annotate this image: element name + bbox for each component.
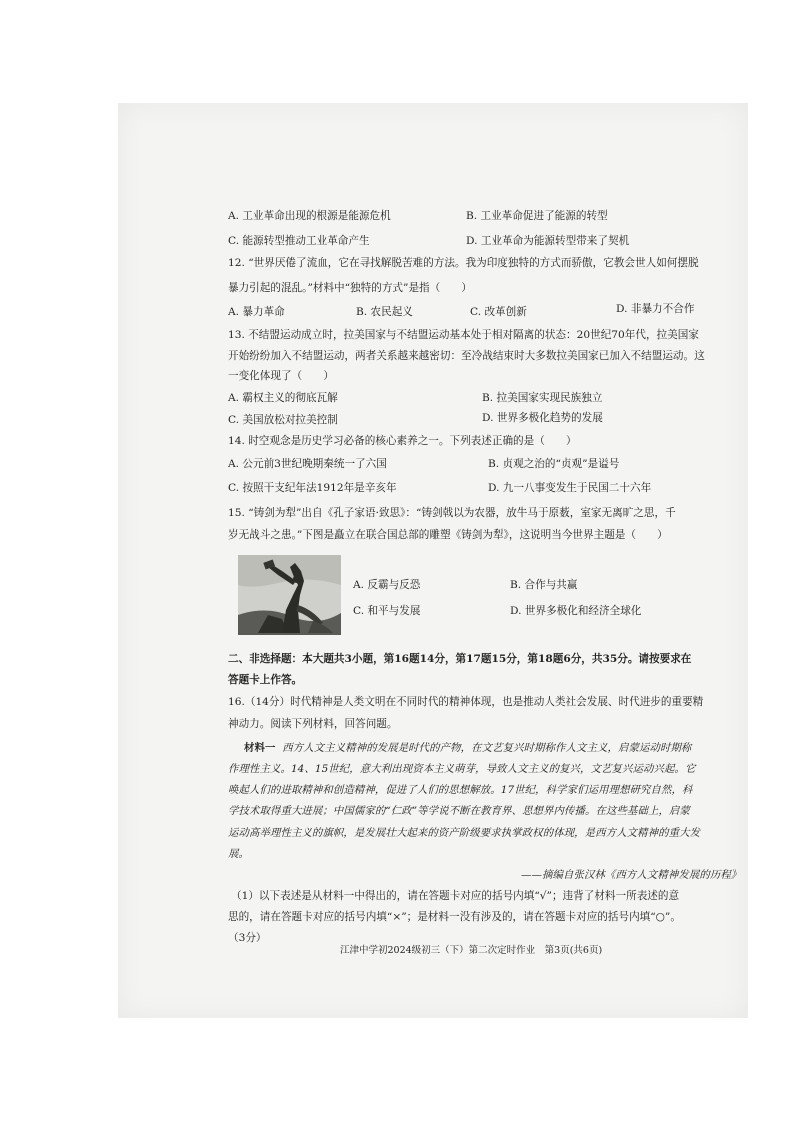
exam-sheet [118, 103, 748, 1018]
material-one-line4: 学技术取得重大进展；中国儒家的“仁政”等学说不断在教育界、思想界内传播。在这些基础上，启蒙 [228, 805, 690, 817]
q13-option-b: B. 拉美国家实现民族独立 [482, 392, 603, 404]
material-one-label: 材料一 [244, 742, 276, 754]
q14-option-c: C. 按照干支纪年法1912年是辛亥年 [228, 482, 397, 494]
q13-option-a: A. 霸权主义的彻底瓦解 [228, 392, 338, 404]
q16-sub1-line2: 思的，请在答题卡对应的括号内填“×”；是材料一没有涉及的，请在答题卡对应的括号内填“○”。 [228, 911, 681, 923]
material-one-text-1: 西方人文主义精神的发展是时代的产物，在文艺复兴时期称作人文主义，启蒙运动时期称 [282, 742, 692, 754]
q11-option-a: A. 工业革命出现的根源是能源危机 [228, 210, 391, 222]
material-one-line3: 唤起人们的进取精神和创造精神，促进了人们的思想解放。17世纪，科学家们运用理想研究自然，科 [228, 784, 693, 796]
q15-option-a: A. 反霸与反恐 [353, 579, 421, 591]
q12-stem-line2: 暴力引起的混乱。”材料中“独特的方式”是指（ ） [228, 282, 473, 294]
q16-stem-line2: 神动力。阅读下列材料，回答问题。 [228, 718, 398, 730]
section2-heading-line2: 答题卡上作答。 [228, 674, 303, 686]
sculpture-photo [238, 555, 341, 635]
q14-stem: 14. 时空观念是历史学习必备的核心素养之一。下列表述正确的是（ ） [228, 435, 577, 447]
q14-option-d: D. 九一八事变发生于民国二十六年 [488, 482, 652, 494]
q11-option-c: C. 能源转型推动工业革命产生 [228, 235, 370, 247]
section2-heading-line1: 二、非选择题：本大题共3小题，第16题14分，第17题15分，第18题6分，共35分。请按要求在 [228, 653, 692, 665]
q15-option-c: C. 和平与发展 [353, 605, 421, 617]
q13-stem-line3: 一变化体现了（ ） [228, 370, 334, 382]
q15-stem-line2: 岁无战斗之患。”下图是矗立在联合国总部的雕塑《铸剑为犁》，这说明当今世界主题是（ ） [228, 529, 668, 541]
material-one-line2: 作理性主义。14、15世纪，意大利出现资本主义萌芽，导致人文主义的复兴，文艺复兴运动兴起。它 [228, 763, 696, 775]
q14-option-a: A. 公元前3世纪晚期秦统一了六国 [228, 458, 387, 470]
q15-option-b: B. 合作与共赢 [510, 579, 578, 591]
q13-option-c: C. 美国放松对拉美控制 [228, 414, 338, 426]
q15-option-d: D. 世界多极化和经济全球化 [510, 605, 642, 617]
q13-option-d: D. 世界多极化趋势的发展 [482, 412, 603, 424]
q12-option-c: C. 改革创新 [470, 306, 527, 318]
material-one-line5: 运动高举理性主义的旗帜，是发展壮大起来的资产阶级要求执掌政权的体现，是西方人文精神的重大发 [228, 827, 701, 839]
q16-stem-line1: 16.（14分）时代精神是人类文明在不同时代的精神体现，也是推动人类社会发展、时代进步的重要精 [228, 696, 704, 708]
q12-option-b: B. 农民起义 [356, 306, 413, 318]
q16-sub1-line1: （1）以下表述是从材料一中得出的，请在答题卡对应的括号内填“√”；违背了材料一所表述的意 [231, 890, 680, 902]
q13-stem-line2: 开始纷纷加入不结盟运动，两者关系越来越密切：至冷战结束时大多数拉美国家已加入不结盟运动。这 [228, 350, 705, 362]
sculpture-image [238, 555, 341, 635]
q14-option-b: B. 贞观之治的“贞观”是谥号 [488, 458, 620, 470]
q15-stem-line1: 15. “铸剑为犁”出自《孔子家语·致思》：“铸剑戟以为农器，放牛马于原薮，室家无离旷之思，千 [228, 507, 676, 519]
q12-option-a: A. 暴力革命 [228, 306, 285, 318]
page-footer: 江津中学初2024级初三（下）第二次定时作业 第3页(共6页) [340, 945, 603, 956]
q11-option-d: D. 工业革命为能源转型带来了契机 [466, 235, 630, 247]
q12-stem-line1: 12. “世界厌倦了流血，它在寻找解脱苦难的方法。我为印度独特的方式而骄傲，它教会世人如何摆脱 [228, 257, 699, 269]
material-source: ——摘编自张汉林《西方人文精神发展的历程》 [521, 869, 742, 881]
q13-stem-line1: 13. 不结盟运动成立时，拉美国家与不结盟运动基本处于相对隔离的状态：20世纪70年代，拉美国家 [228, 329, 699, 341]
material-one-line6: 展。 [228, 848, 249, 860]
q16-sub1-line3: （3分） [228, 932, 267, 944]
q11-option-b: B. 工业革命促进了能源的转型 [466, 210, 608, 222]
q12-option-d: D. 非暴力不合作 [616, 303, 695, 315]
material-one-line1 [244, 741, 691, 755]
